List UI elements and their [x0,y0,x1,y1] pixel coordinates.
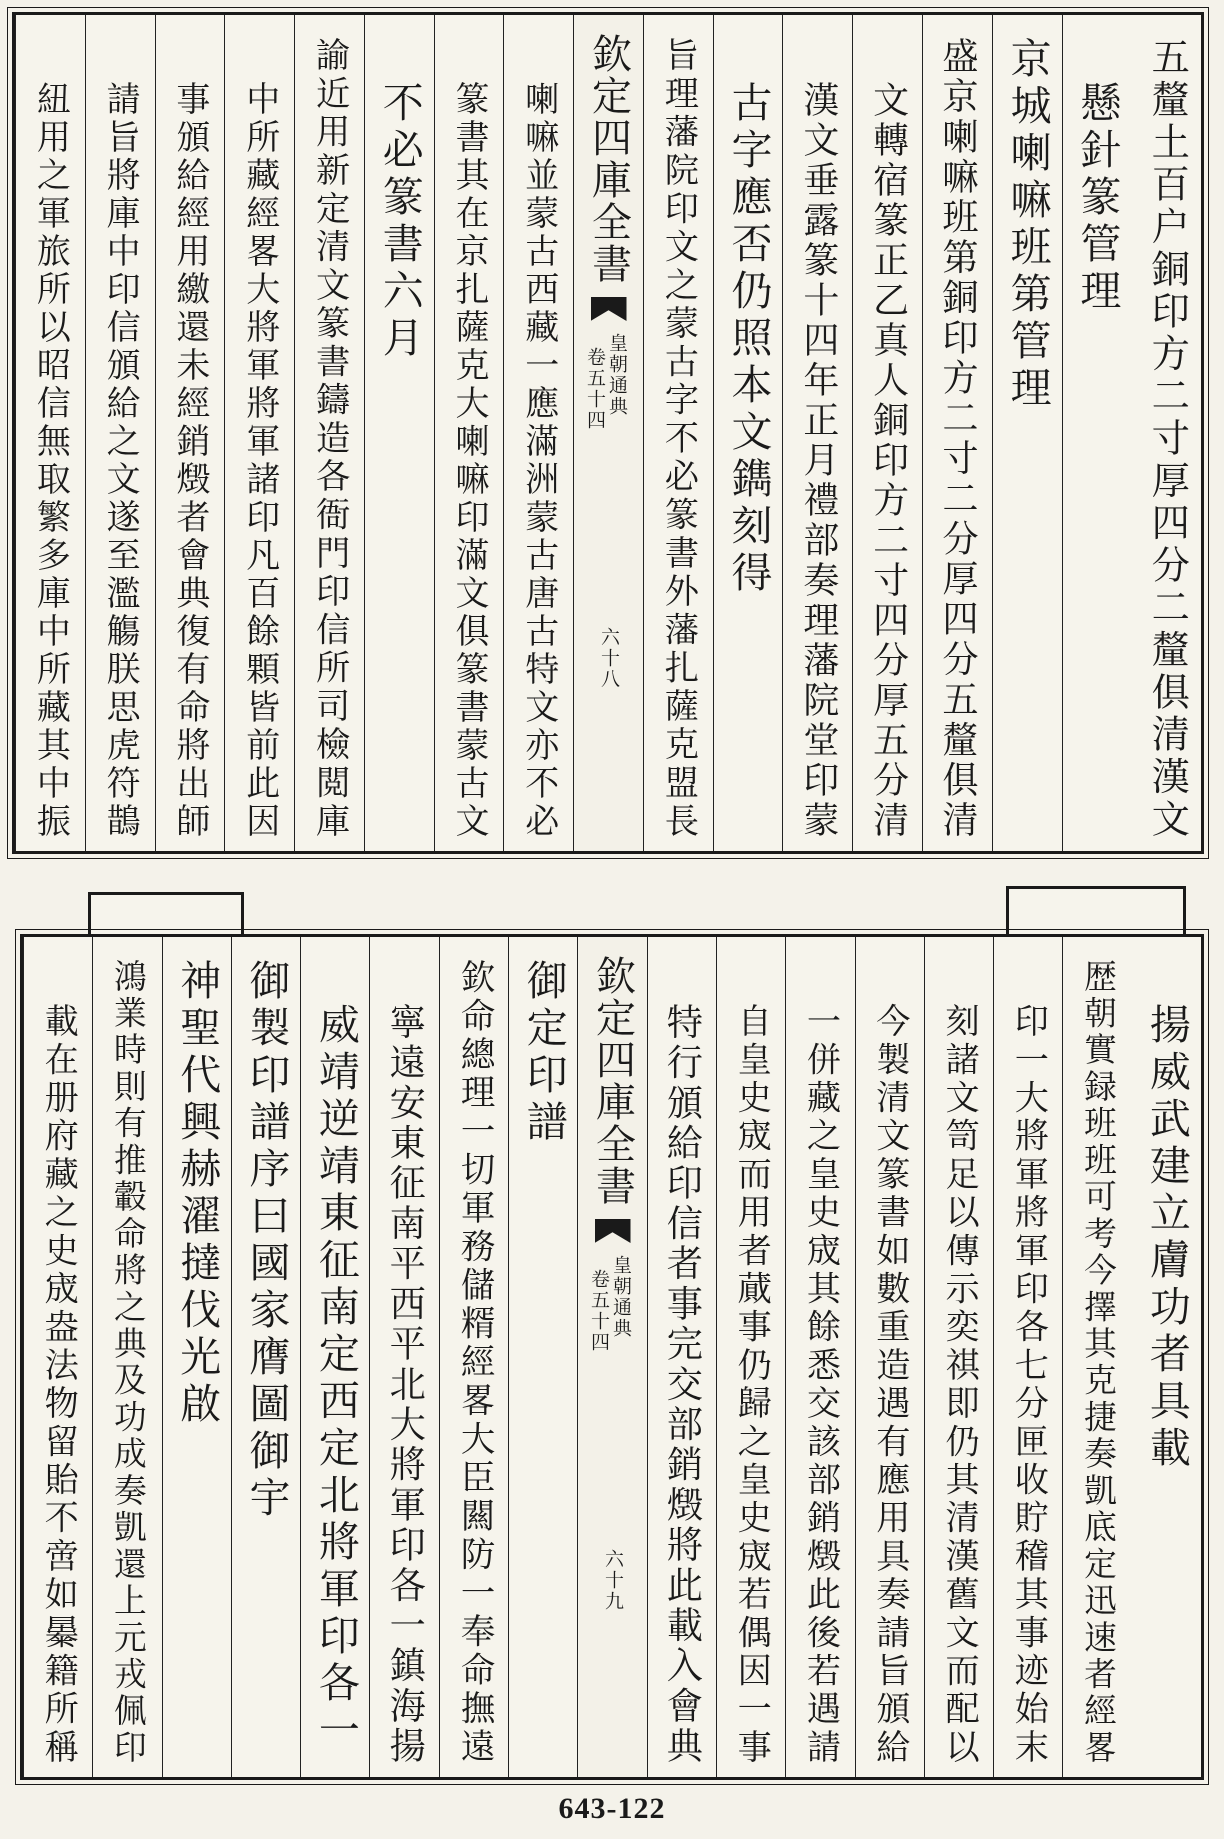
column-text: 懸針篆管理 [1073,81,1122,316]
volume-number: 卷五十四 [584,347,607,431]
text-column [85,15,155,851]
text-column [503,15,573,851]
text-column [369,937,438,1777]
collection-title: 欽定四庫全書 [585,33,632,285]
column-text: 旨理藩院印文之蒙古字不必篆書外藩扎薩克盟長 [658,37,699,841]
page-tab-right [1006,886,1186,941]
column-text: 揚威武建立膚功者具載 [1142,1003,1191,1473]
column-text: 御製印譜序曰國家膺圖御宇 [242,959,291,1523]
column-text: 鴻業時則有推轂命將之典及功成奏凱還上元戎佩印 [108,959,147,1767]
text-column [439,937,508,1777]
book-name: 皇朝通典 [606,333,629,417]
folio-number: 六十八 [598,627,621,690]
text-column [643,15,713,851]
text-column [1131,15,1201,851]
column-text: 自皇史宬而用者蕆事仍歸之皇史宬若偶因一事 [731,1003,772,1767]
text-column [992,15,1062,851]
column-text: 特行頒給印信者事完交部銷燬將此載入會典 [660,1003,704,1767]
text-column [924,937,993,1777]
column-text: 文轉宿篆正乙真人銅印方二寸四分厚五分清 [867,81,909,841]
column-text: 欽命總理一切軍務儲糈經畧大臣闗防一奉命撫遠 [454,959,495,1767]
page-number: 643-122 [558,1792,666,1825]
text-column [231,937,300,1777]
column-text: 載在册府藏之史宬盎法物留貽不啻如㬥籍所稱 [38,1003,79,1767]
column-text: 威靖逆靖東征南定西定北將軍印各一 [311,1003,360,1755]
text-column [1062,15,1132,851]
text-column [294,15,364,851]
text-column [785,937,854,1777]
text-column [782,15,852,851]
column-text: 請旨將庫中印信頒給之文遂至濫觴朕思虎符鵲 [100,81,141,841]
column-text: 一併藏之皇史宬其餘悉交該部銷燬此後若遇請 [800,1003,841,1767]
text-column [855,937,924,1777]
column-text: 古字應否仍照本文鐫刻得 [724,81,773,598]
text-column [1132,937,1201,1777]
folio-number: 六十九 [602,1549,625,1612]
text-column [993,937,1062,1777]
text-column [224,15,294,851]
column-text: 不必篆書六月 [375,81,424,363]
fish-tail-icon [595,1219,631,1243]
column-text: 印一大將軍將軍印各七分匣收貯稽其事迹始末 [1008,1003,1049,1767]
column-text: 漢文垂露篆十四年正月禮部奏理藩院堂印蒙 [797,81,839,841]
volume-number: 卷五十四 [588,1269,611,1353]
fish-tail-icon [591,297,627,321]
text-column [162,937,231,1777]
text-column [92,937,161,1777]
column-text: 寧遠安東征南平西平北大將軍印各一鎮海揚 [383,1003,427,1767]
bottom-page [20,934,1204,1780]
column-text: 歴朝實録班班可考今擇其克捷奏凱底定迅速者經畧 [1078,959,1117,1767]
column-text: 喇嘛並蒙古西藏一應滿洲蒙古唐古特文亦不必 [518,81,559,841]
column-text: 諭近用新定清文篆書鑄造各衙門印信所司檢閲庫 [309,37,350,841]
column-text: 刻諸文笥足以傳示奕祺即仍其清漢舊文而配以 [939,1003,980,1767]
text-column [713,15,783,851]
column-text: 今製清文篆書如數重造遇有應用具奏請旨頒給 [869,1003,910,1767]
column-text: 盛京喇嘛班第銅印方二寸二分厚四分五釐俱清 [936,37,980,841]
text-column [716,937,785,1777]
text-column [508,937,577,1777]
text-column [155,15,225,851]
column-text: 中所藏經畧大將軍將軍諸印凡百餘顆皆前此因 [239,81,280,841]
text-column [23,937,92,1777]
text-column [300,937,369,1777]
column-text: 京城喇嘛班第管理 [1003,37,1052,413]
top-page [12,12,1204,854]
text-column [364,15,434,851]
text-column [922,15,992,851]
center-fold-column [573,15,643,851]
column-text: 紐用之軍旅所以昭信無取繁多庫中所藏其中振 [30,81,71,841]
collection-title: 欽定四庫全書 [589,955,636,1207]
column-text: 事頒給經用繳還未經銷燬者會典復有命將出師 [169,81,210,841]
column-text: 御定印譜 [519,959,568,1147]
text-column [1062,937,1131,1777]
text-column [647,937,716,1777]
text-column [852,15,922,851]
book-name: 皇朝通典 [610,1255,633,1339]
column-text: 神聖代興赫濯撻伐光啟 [173,959,222,1429]
column-text: 篆書其在京扎薩克大喇嘛印滿文俱篆書蒙古文 [448,81,489,841]
column-text: 五釐土百户銅印方二寸厚四分二釐俱清漢文 [1144,37,1190,841]
text-column [434,15,504,851]
center-fold-column [577,937,646,1777]
text-column [15,15,85,851]
